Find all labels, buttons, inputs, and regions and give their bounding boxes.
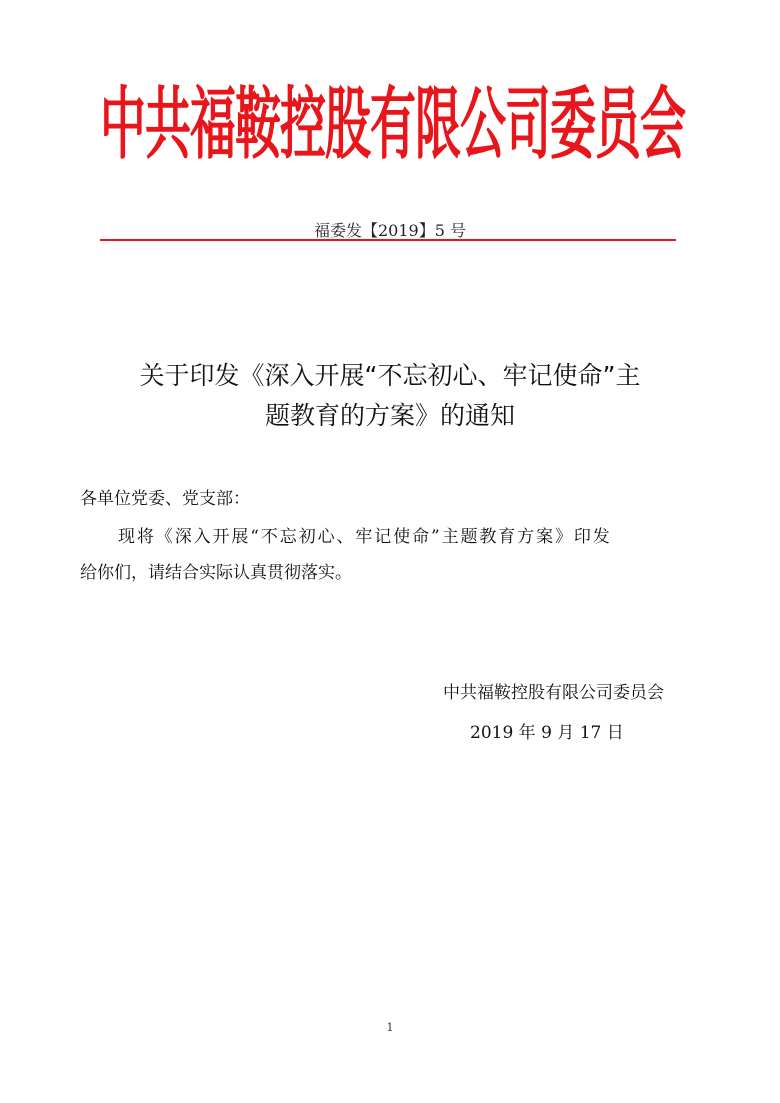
page-number: 1 (386, 1021, 394, 1034)
document-number: 福委发【2019】5 号 (314, 221, 466, 240)
masthead-title: 中共福鞍控股有限公司委员会 (100, 78, 685, 170)
body-line-2: 给你们，请结合实际认真贯彻落实。 (80, 563, 352, 583)
signature-date: 2019 年 9 月 17 日 (470, 723, 624, 743)
salutation: 各单位党委、党支部： (80, 489, 250, 509)
red-divider-line (100, 239, 676, 241)
document-title-line-1: 关于印发《深入开展“不忘初心、牢记使命”主 (139, 361, 641, 390)
body-line-1: 现将《深入开展“不忘初心、牢记使命”主题教育方案》印发 (118, 527, 612, 547)
document-title (70, 356, 710, 436)
body-paragraph (80, 519, 700, 591)
document-title-line-2: 题教育的方案》的通知 (264, 401, 515, 430)
signature-organization: 中共福鞍控股有限公司委员会 (443, 683, 664, 703)
